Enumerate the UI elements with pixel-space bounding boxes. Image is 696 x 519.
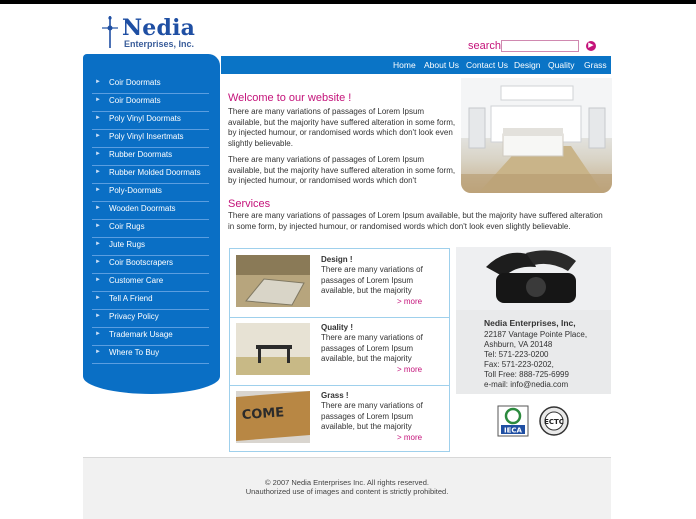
certification-logos-icon — [497, 405, 572, 438]
brand-name: Nedia — [122, 15, 196, 41]
arrow-icon: ► — [95, 151, 101, 157]
nav-contact-us[interactable]: Contact Us — [466, 60, 509, 70]
design-image — [236, 255, 310, 307]
footer — [83, 457, 611, 519]
arrow-icon: ► — [95, 115, 101, 121]
svg-text:IECA: IECA — [504, 426, 522, 435]
bedroom-image — [461, 78, 612, 193]
svg-text:ECTC: ECTC — [544, 418, 564, 426]
svg-text:COME: COME — [241, 405, 285, 424]
arrow-icon: ► — [95, 223, 101, 229]
arrow-icon: ► — [95, 169, 101, 175]
sidebar-item-where-to-buy[interactable] — [92, 346, 209, 364]
nav-quality[interactable]: Quality — [548, 60, 575, 70]
service-title: Grass ! — [321, 391, 349, 400]
service-card-grass — [230, 385, 449, 451]
sidebar-item-label: Poly-Doormats — [109, 186, 162, 195]
sidebar-item-tell-a-friend[interactable] — [92, 292, 209, 310]
sidebar-item-poly-doormats[interactable] — [92, 184, 209, 202]
arrow-icon: ► — [95, 205, 101, 211]
more-link[interactable]: > more — [397, 297, 423, 306]
brand-subtitle: Enterprises, Inc. — [124, 39, 195, 49]
more-link[interactable]: > more — [397, 433, 423, 442]
service-text: There are many variations of passages of Lorem Ipsum available, but the majority — [321, 265, 423, 295]
sidebar-item-label: Coir Rugs — [109, 222, 145, 231]
arrow-icon: ► — [95, 79, 101, 85]
bedroom-illustration — [461, 78, 612, 193]
toll-free-number: Toll Free: 888-725-6999 — [484, 370, 569, 379]
sidebar-item-label: Privacy Policy — [109, 312, 159, 321]
arrow-icon: ► — [95, 277, 101, 283]
service-title: Design ! — [321, 255, 353, 264]
sidebar-item-coir-rugs[interactable] — [92, 220, 209, 238]
sidebar-item-jute-rugs[interactable] — [92, 238, 209, 256]
sidebar-item-coir-doormats[interactable] — [92, 76, 209, 94]
welcome-heading: Welcome to our website ! — [228, 92, 352, 104]
sidebar-item-poly-vinyl-doormats[interactable] — [92, 112, 209, 130]
welcome-paragraph: There are many variations of passages of Lorem Ipsum available, but the majority have suffered alteration in some form, by injected humour, or randomised words which don't — [228, 155, 456, 185]
nav-design[interactable]: Design — [514, 60, 541, 70]
sidebar-item-label: Coir Bootscrapers — [109, 258, 174, 267]
certification-badges — [497, 405, 572, 438]
contact-info — [456, 310, 611, 394]
address-line-1: 22187 Vantage Pointe Place, — [484, 330, 588, 339]
grass-image — [236, 391, 310, 443]
sidebar-item-poly-vinyl-insertmats[interactable] — [92, 130, 209, 148]
brand-logo[interactable] — [100, 14, 200, 54]
top-nav — [221, 56, 611, 74]
arrow-icon: ► — [95, 295, 101, 301]
search-label: search — [468, 40, 502, 52]
address-line-2: Ashburn, VA 20148 — [484, 340, 553, 349]
sidebar-item-label: Wooden Doormats — [109, 204, 176, 213]
nav-about-us[interactable]: About Us — [424, 60, 459, 70]
sidebar-item-label: Coir Doormats — [109, 96, 161, 105]
service-text: There are many variations of passages of Lorem Ipsum available, but the majority — [321, 401, 423, 431]
arrow-icon: ► — [95, 259, 101, 265]
sidebar-item-label: Poly Vinyl Doormats — [109, 114, 181, 123]
copyright-text: © 2007 Nedia Enterprises Inc. All rights reserved. — [265, 478, 429, 487]
sidebar-item-trademark-usage[interactable] — [92, 328, 209, 346]
sidebar-item-label: Customer Care — [109, 276, 164, 285]
search-input[interactable] — [501, 40, 579, 52]
nav-grass[interactable]: Grass — [584, 60, 607, 70]
sidebar-item-customer-care[interactable] — [92, 274, 209, 292]
sidebar-item-coir-doormats-2[interactable] — [92, 94, 209, 112]
telephone-image — [456, 247, 611, 310]
arrow-icon: ► — [95, 133, 101, 139]
sidebar-item-privacy-policy[interactable] — [92, 310, 209, 328]
arrow-icon: ► — [95, 187, 101, 193]
service-card-quality — [230, 317, 449, 383]
logo-mark-icon — [100, 14, 120, 50]
sidebar-item-label: Coir Doormats — [109, 78, 161, 87]
sidebar-menu — [83, 54, 220, 394]
fax-number: Fax: 571-223-0202, — [484, 360, 554, 369]
arrow-icon: ► — [95, 313, 101, 319]
sidebar-item-coir-bootscrapers[interactable] — [92, 256, 209, 274]
services-heading: Services — [228, 198, 271, 210]
sidebar-item-rubber-molded-doormats[interactable] — [92, 166, 209, 184]
sidebar-item-label: Poly Vinyl Insertmats — [109, 132, 184, 141]
service-card-design — [230, 249, 449, 315]
arrow-icon: ► — [95, 331, 101, 337]
sidebar-item-label: Rubber Molded Doormats — [109, 168, 201, 177]
sidebar-item-label: Jute Rugs — [109, 240, 146, 249]
more-link[interactable]: > more — [397, 365, 423, 374]
arrow-icon: ► — [95, 97, 101, 103]
usage-notice: Unauthorized use of images and content is strictly prohibited. — [245, 487, 449, 496]
search-go-icon[interactable]: ▶ — [586, 41, 596, 51]
sidebar-item-label: Tell A Friend — [109, 294, 153, 303]
telephone-number: Tel: 571-223-0200 — [484, 350, 549, 359]
arrow-icon: ► — [95, 241, 101, 247]
telephone-illustration — [456, 247, 611, 310]
sidebar-item-rubber-doormats[interactable] — [92, 148, 209, 166]
top-border — [0, 0, 696, 4]
arrow-icon: ► — [95, 349, 101, 355]
company-name: Nedia Enterprises, Inc, — [484, 318, 576, 328]
nav-home[interactable]: Home — [393, 60, 416, 70]
services-list — [229, 248, 450, 452]
quality-image — [236, 323, 310, 375]
email-address[interactable]: e-mail: info@nedia.com — [484, 380, 569, 389]
sidebar-item-wooden-doormats[interactable] — [92, 202, 209, 220]
welcome-paragraph: There are many variations of passages of Lorem Ipsum available, but the majority have suffered alteration in some form, by injected humour, or randomised words which don't look even slightly believable. — [228, 107, 456, 148]
sidebar-item-label: Where To Buy — [109, 348, 160, 357]
sidebar-item-label: Trademark Usage — [109, 330, 173, 339]
services-intro: There are many variations of passages of Lorem Ipsum available, but the majority have suffered alteration in some form, by injected humour, or randomised words which don't look even slightly believable. — [228, 211, 603, 231]
service-title: Quality ! — [321, 323, 354, 332]
sidebar-item-label: Rubber Doormats — [109, 150, 173, 159]
service-text: There are many variations of passages of Lorem Ipsum available, but the majority — [321, 333, 423, 363]
